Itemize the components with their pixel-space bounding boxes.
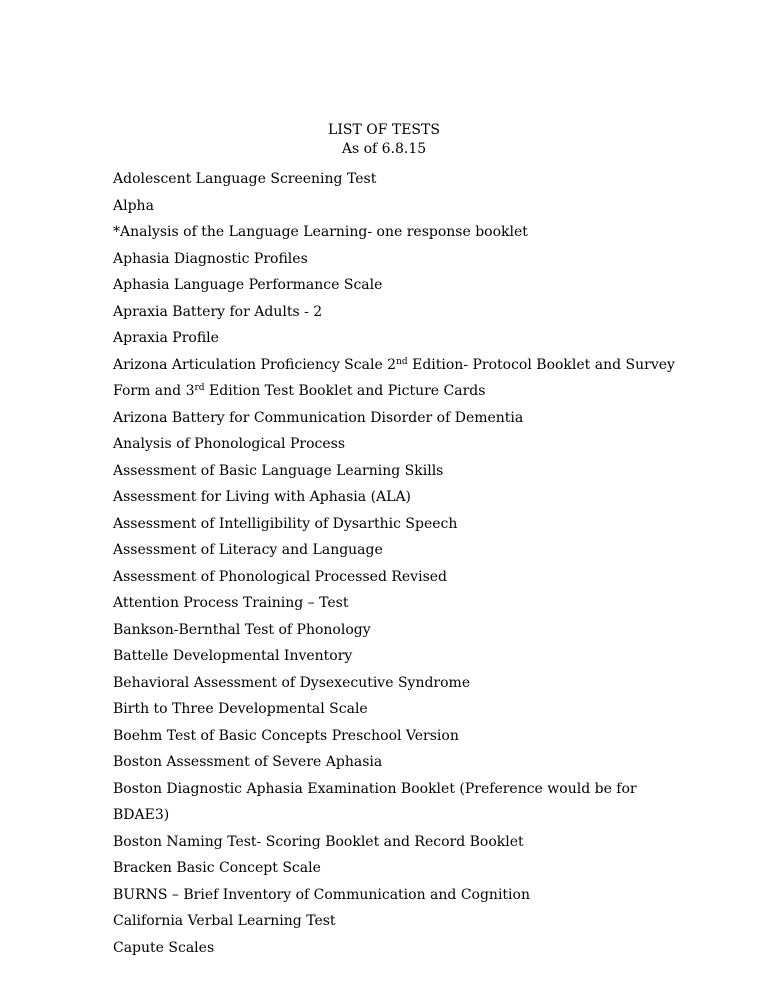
test-list-item: Assessment of Literacy and Language (113, 542, 383, 558)
test-list-item: Assessment of Basic Language Learning Skills (113, 462, 444, 479)
test-list-item: *Analysis of the Language Learning- one response booklet (113, 224, 528, 240)
test-list-item: Analysis of Phonological Process (113, 436, 346, 452)
test-list-item-post: Edition- Protocol Booklet and Survey (407, 356, 675, 373)
test-list-item: Alpha (113, 197, 154, 214)
tests-list (113, 166, 673, 961)
test-list-item-sup: rd (194, 383, 205, 393)
test-list-item: Bracken Basic Concept Scale (113, 860, 321, 876)
test-list-item: Assessment of Phonological Processed Revised (113, 568, 447, 585)
document-header (0, 121, 768, 159)
document-title: LIST OF TESTS (328, 122, 440, 138)
test-list-item (113, 352, 673, 379)
test-list-item-post: Edition Test Booklet and Picture Cards (204, 383, 486, 399)
test-list-item: Aphasia Language Performance Scale (113, 277, 383, 293)
test-list-item: Aphasia Diagnostic Profiles (113, 250, 308, 267)
test-list-item: Adolescent Language Screening Test (113, 171, 377, 187)
test-list-item: Boston Diagnostic Aphasia Examination Booklet (Preference would be for (113, 780, 637, 797)
test-list-item: Boston Naming Test- Scoring Booklet and Record Booklet (113, 833, 524, 850)
test-list-item: Boehm Test of Basic Concepts Preschool Version (113, 727, 459, 744)
document-date: As of 6.8.15 (341, 141, 427, 157)
test-list-item: Attention Process Training – Test (113, 595, 349, 611)
test-list-item: Capute Scales (113, 939, 215, 956)
test-list-item: Bankson-Bernthal Test of Phonology (113, 621, 371, 638)
test-list-item: Birth to Three Developmental Scale (113, 701, 368, 717)
test-list-item: Apraxia Battery for Adults - 2 (113, 303, 323, 320)
test-list-item: Behavioral Assessment of Dysexecutive Syndrome (113, 674, 471, 691)
test-list-item: Battelle Developmental Inventory (113, 648, 353, 664)
test-list-item: Arizona Battery for Communication Disorder of Dementia (113, 409, 524, 426)
test-list-item-pre: Form and 3 (113, 383, 195, 399)
test-list-item: Apraxia Profile (113, 330, 219, 346)
test-list-item-sup: nd (396, 356, 408, 367)
test-list-item: BURNS – Brief Inventory of Communication and Cognition (113, 886, 530, 903)
test-list-item: BDAE3) (113, 807, 170, 823)
test-list-item: Boston Assessment of Severe Aphasia (113, 754, 383, 770)
test-list-item: California Verbal Learning Test (113, 913, 336, 929)
test-list-item-pre: Arizona Articulation Proficiency Scale 2 (113, 356, 397, 373)
test-list-item: Assessment of Intelligibility of Dysarthic Speech (113, 515, 458, 532)
test-list-item (113, 378, 673, 405)
test-list-item: Assessment for Living with Aphasia (ALA) (113, 489, 412, 505)
